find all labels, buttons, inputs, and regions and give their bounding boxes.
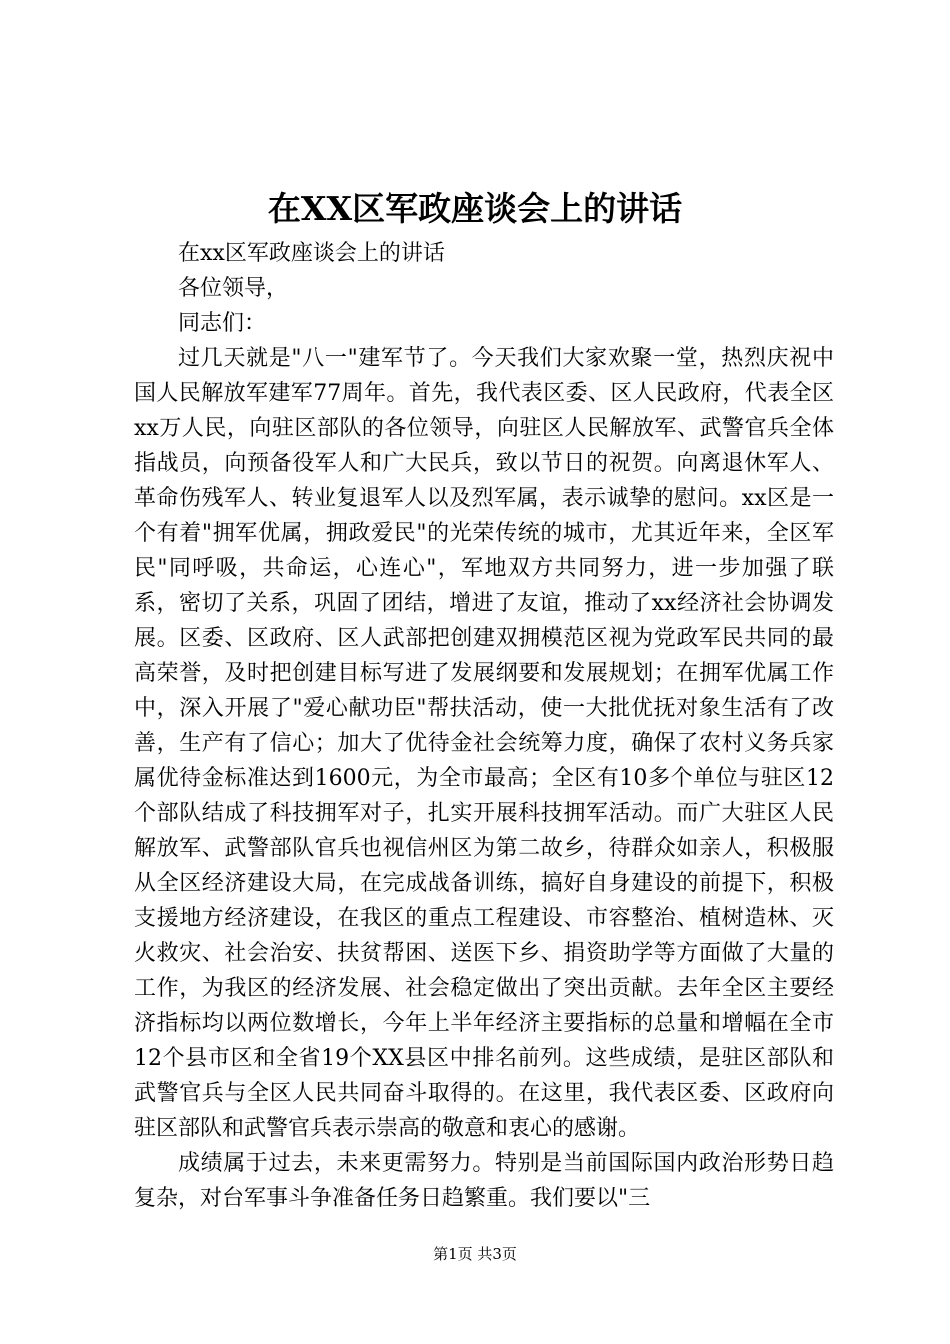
body-paragraph: 过几天就是"八一"建军节了。今天我们大家欢聚一堂，热烈庆祝中国人民解放军建军77周年。首先，我代表区委、区人民政府，代表全区xx万人民，向驻区部队的各位领导，向驻区人民解放军、武警官兵全体指战员，向预备役军人和广大民兵，致以节日的祝贺。向离退休军人、革命伤残军人、转业复退军人以及烈军属，表示诚挚的慰问。xx区是一个有着"拥军优属，拥政爱民"的光荣传统的城市，尤其近年来，全区军民"同呼吸，共命运，心连心"，军地双方共同努力，进一步加强了联系，密切了关系，巩固了团结，增进了友谊，推动了xx经济社会协调发展。区委、区政府、区人武部把创建双拥模范区视为党政军民共同的最高荣誉，及时把创建目标写进了发展纲要和发展规划；在拥军优属工作中，深入开展了"爱心献功臣"帮扶活动，使一大批优抚对象生活有了改善，生产有了信心；加大了优待金社会统筹力度，确保了农村义务兵家属优待金标准达到1600元，为全市最高；全区有10多个单位与驻区12个部队结成了科技拥军对子，扎实开展科技拥军活动。而广大驻区人民解放军、武警部队官兵也视信州区为第二故乡，待群众如亲人，积极服从全区经济建设大局，在完成战备训练，搞好自身建设的前提下，积极支援地方经济建设，在我区的重点工程建设、市容整治、植树造林、灭火救灾、社会治安、扶贫帮困、送医下乡、捐资助学等方面做了大量的工作，为我区的经济发展、社会稳定做出了突出贡献。去年全区主要经济指标均以两位数增长，今年上半年经济主要指标的总量和增幅在全市12个县市区和全省19个XX县区中排名前列。这些成绩，是驻区部队和武警官兵与全区人民共同奋斗取得的。在这里，我代表区委、区政府向驻区部队和武警官兵表示崇高的敬意和衷心的感谢。 (134, 346, 834, 1141)
page-number-footer: 第1页 共3页 (433, 1245, 517, 1263)
subtitle-line: 在xx区军政座谈会上的讲话 (178, 241, 445, 266)
document-body (134, 236, 834, 1216)
document-title: 在XX区军政座谈会上的讲话 (267, 189, 683, 228)
body-paragraph: 成绩属于过去，未来更需努力。特别是当前国际国内政治形势日趋复杂，对台军事斗争准备任务日趋繁重。我们要以"三 (134, 1151, 834, 1211)
salutation-comrades: 同志们： (178, 311, 267, 336)
salutation-leaders: 各位领导， (178, 276, 289, 301)
